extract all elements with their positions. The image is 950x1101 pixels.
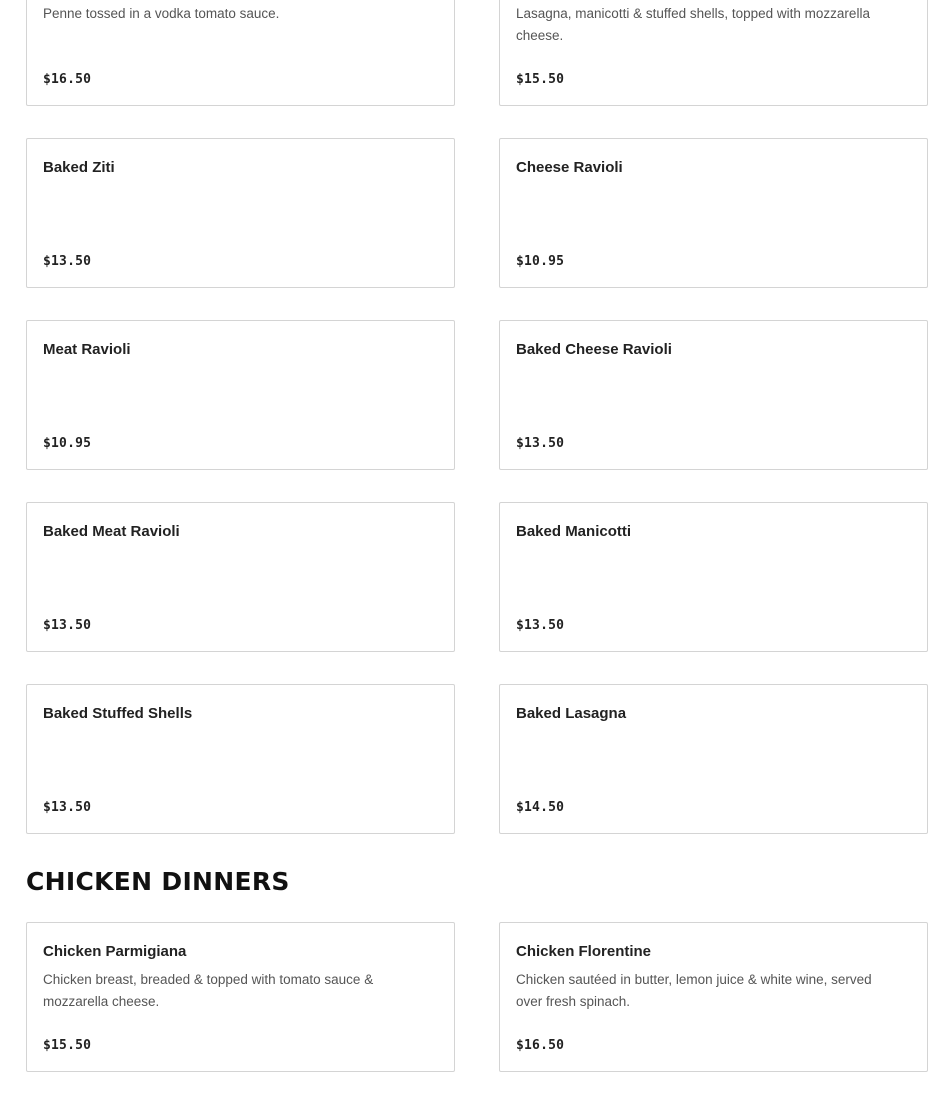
menu-item-card[interactable] (26, 502, 455, 652)
menu-item-card[interactable] (26, 922, 455, 1072)
menu-item-name: Baked Meat Ravioli (43, 523, 180, 540)
menu-item-card[interactable] (499, 320, 928, 470)
menu-item-name: Cheese Ravioli (516, 159, 623, 176)
menu-item-price: $13.50 (43, 254, 92, 269)
menu-item-description: Chicken breast, breaded & topped with tomato sauce & mozzarella cheese. (43, 972, 374, 1009)
menu-item-price: $13.50 (516, 436, 565, 451)
menu-item-name: Baked Manicotti (516, 523, 632, 540)
menu-item-description: Lasagna, manicotti & stuffed shells, topped with mozzarella cheese. (516, 6, 870, 43)
menu-item-name: Baked Ziti (43, 159, 115, 176)
menu-item-card[interactable] (26, 684, 455, 834)
menu-item-price: $15.50 (516, 72, 565, 87)
menu-item-name: Meat Ravioli (43, 341, 131, 358)
menu-item-card[interactable] (499, 502, 928, 652)
menu-item-name: Baked Lasagna (516, 705, 627, 722)
section-title-chicken-dinners: CHICKEN DINNERS (26, 867, 290, 896)
menu-item-price: $16.50 (516, 1038, 565, 1053)
menu-item-price: $13.50 (43, 618, 92, 633)
menu-item-price: $13.50 (516, 618, 565, 633)
menu-item-card[interactable] (26, 320, 455, 470)
menu-item-name: Chicken Florentine (516, 943, 652, 960)
menu-item-price: $15.50 (43, 1038, 92, 1053)
menu-item-price: $16.50 (43, 72, 92, 87)
menu-item-card[interactable] (499, 138, 928, 288)
menu-item-card[interactable] (26, 138, 455, 288)
menu-item-card[interactable] (499, 0, 928, 106)
menu-item-name: Baked Stuffed Shells (43, 705, 193, 722)
menu-item-price: $14.50 (516, 800, 565, 815)
menu-item-name: Baked Cheese Ravioli (516, 341, 672, 358)
menu-item-price: $10.95 (516, 254, 565, 269)
menu-item-description: Chicken sautéed in butter, lemon juice & white wine, served over fresh spinach. (516, 972, 872, 1009)
chicken-items-grid (26, 922, 928, 1101)
menu-item-card[interactable] (499, 684, 928, 834)
menu-item-card[interactable] (499, 922, 928, 1072)
pasta-items-grid (26, 0, 928, 834)
menu-item-name: Chicken Parmigiana (43, 943, 187, 960)
menu-item-description: Penne tossed in a vodka tomato sauce. (43, 6, 280, 21)
menu-item-price: $13.50 (43, 800, 92, 815)
menu-item-price: $10.95 (43, 436, 92, 451)
menu-item-card[interactable] (26, 0, 455, 106)
